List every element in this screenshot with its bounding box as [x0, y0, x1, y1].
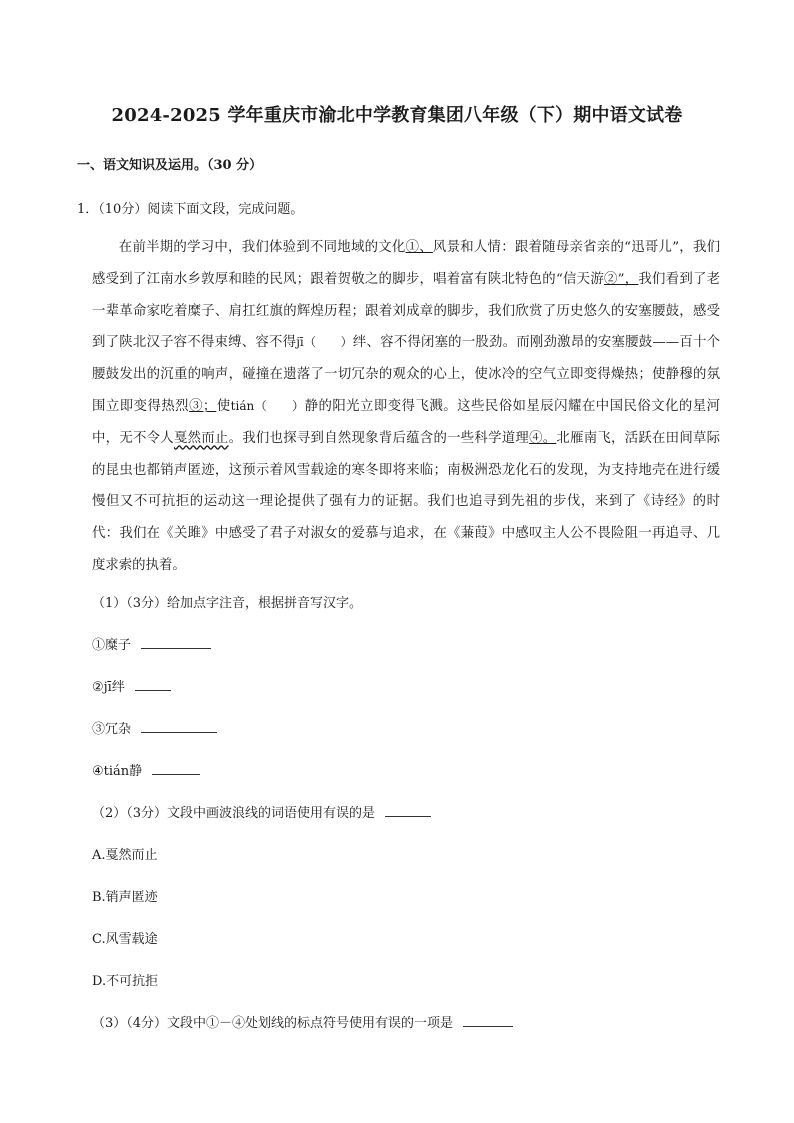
answer-item-2 — [92, 676, 171, 695]
section-heading: 一、语文知识及运用。（30 分） — [77, 158, 263, 173]
passage-text: 我们看到了老一辈革命家吃着糜子、肩扛红旗的辉煌历程；跟着刘成章的脚步，我们欣赏了历史悠久的安塞腰鼓，感受到了陕北汉子容不得束缚、容不得 — [92, 271, 721, 351]
answer-blank[interactable] — [463, 1014, 513, 1027]
option-b[interactable]: B.销声匿迹 — [92, 890, 158, 905]
answer-item-3 — [92, 718, 217, 737]
answer-blank[interactable] — [135, 678, 171, 691]
reading-passage — [92, 232, 720, 582]
sub-question-1-stem: （1）（3分）给加点字注音，根据拼音写汉字。 — [92, 596, 363, 611]
answer-blank[interactable] — [385, 804, 431, 817]
sub-question-2-stem — [92, 802, 431, 821]
item-label: ②jī绊 — [92, 680, 125, 695]
passage-text: 绊、容不得闭塞的一股劲。而刚劲激昂的安塞腰鼓——百十个腰鼓发出的沉重的响声，碰撞在遗落了一切冗杂的观众的心上，使冰冷的空气立即变得燥热；使静穆的氛围立即变得热烈 — [92, 335, 721, 414]
passage-text: 北雁南飞，活跃在田间草际的昆虫也都销声匿迹，这预示着风雪载途的寒冬即将来临；南极洲恐龙化石的发现，为支持地壳在进行缓慢但又不可抗拒的运动这一理论提供了强有力的证据。我们也追寻到先祖的步伐，来到了《诗经》的时代：我们在《关雎》中感受了君子对淑女的爱慕与追求，在《蒹葭》中感叹主人公不畏险阻一再追寻、几度求索的执着。 — [92, 430, 721, 573]
passage-text: 风景和人情：跟着随母亲省亲的“迅哥儿”，我们感受到了江南水乡敦厚和睦的民风；跟着贺敬之的脚步，唱着富有陕北特色的“信天游 — [92, 240, 721, 287]
stem-text: （2）（3分）文段中画波浪线的词语使用有误的是 — [92, 806, 376, 821]
passage-paragraph — [92, 232, 720, 582]
punct-mark-1: ①、 — [405, 240, 433, 255]
pinyin-blank-1: jī（ ） — [296, 335, 353, 350]
punct-mark-4: ④。 — [529, 430, 557, 446]
passage-text: 使 — [216, 398, 231, 414]
passage-text: 在前半期的学习中，我们体验到不同地域的文化 — [118, 240, 406, 255]
option-c[interactable]: C.风雪载途 — [92, 932, 158, 947]
question-1-stem: 1．（10分）阅读下面文段，完成问题。 — [77, 202, 304, 217]
passage-text: 静的阳光立即变得飞溅。这些民俗如星辰闪耀在中国民俗文化的星河中，无不令人 — [92, 398, 721, 446]
answer-blank[interactable] — [152, 762, 200, 775]
passage-text: 。我们也探寻到自然现象背后蕴含的一些科学道理 — [228, 430, 530, 446]
exam-title: 2024-2025 学年重庆市渝北中学教育集团八年级（下）期中语文试卷 — [111, 105, 683, 126]
stem-text: （3）（4分）文段中①－④处划线的标点符号使用有误的一项是 — [92, 1016, 454, 1031]
answer-item-4 — [92, 760, 200, 779]
answer-item-1 — [92, 634, 211, 653]
punct-mark-3: ③； — [189, 398, 217, 414]
punct-mark-2: ②”， — [603, 271, 639, 287]
answer-blank[interactable] — [141, 636, 211, 649]
option-a[interactable]: A.戛然而止 — [92, 848, 158, 863]
sub-question-3-stem — [92, 1012, 513, 1031]
item-label: ④tián静 — [92, 764, 143, 779]
answer-blank[interactable] — [141, 720, 217, 733]
item-label: ③冗杂 — [92, 722, 132, 737]
pinyin-blank-2: tián（ ） — [230, 398, 305, 413]
item-label: ①糜子 — [92, 638, 132, 653]
wavy-underlined-word: 戛然而止 — [173, 430, 229, 446]
option-d[interactable]: D.不可抗拒 — [92, 974, 159, 989]
